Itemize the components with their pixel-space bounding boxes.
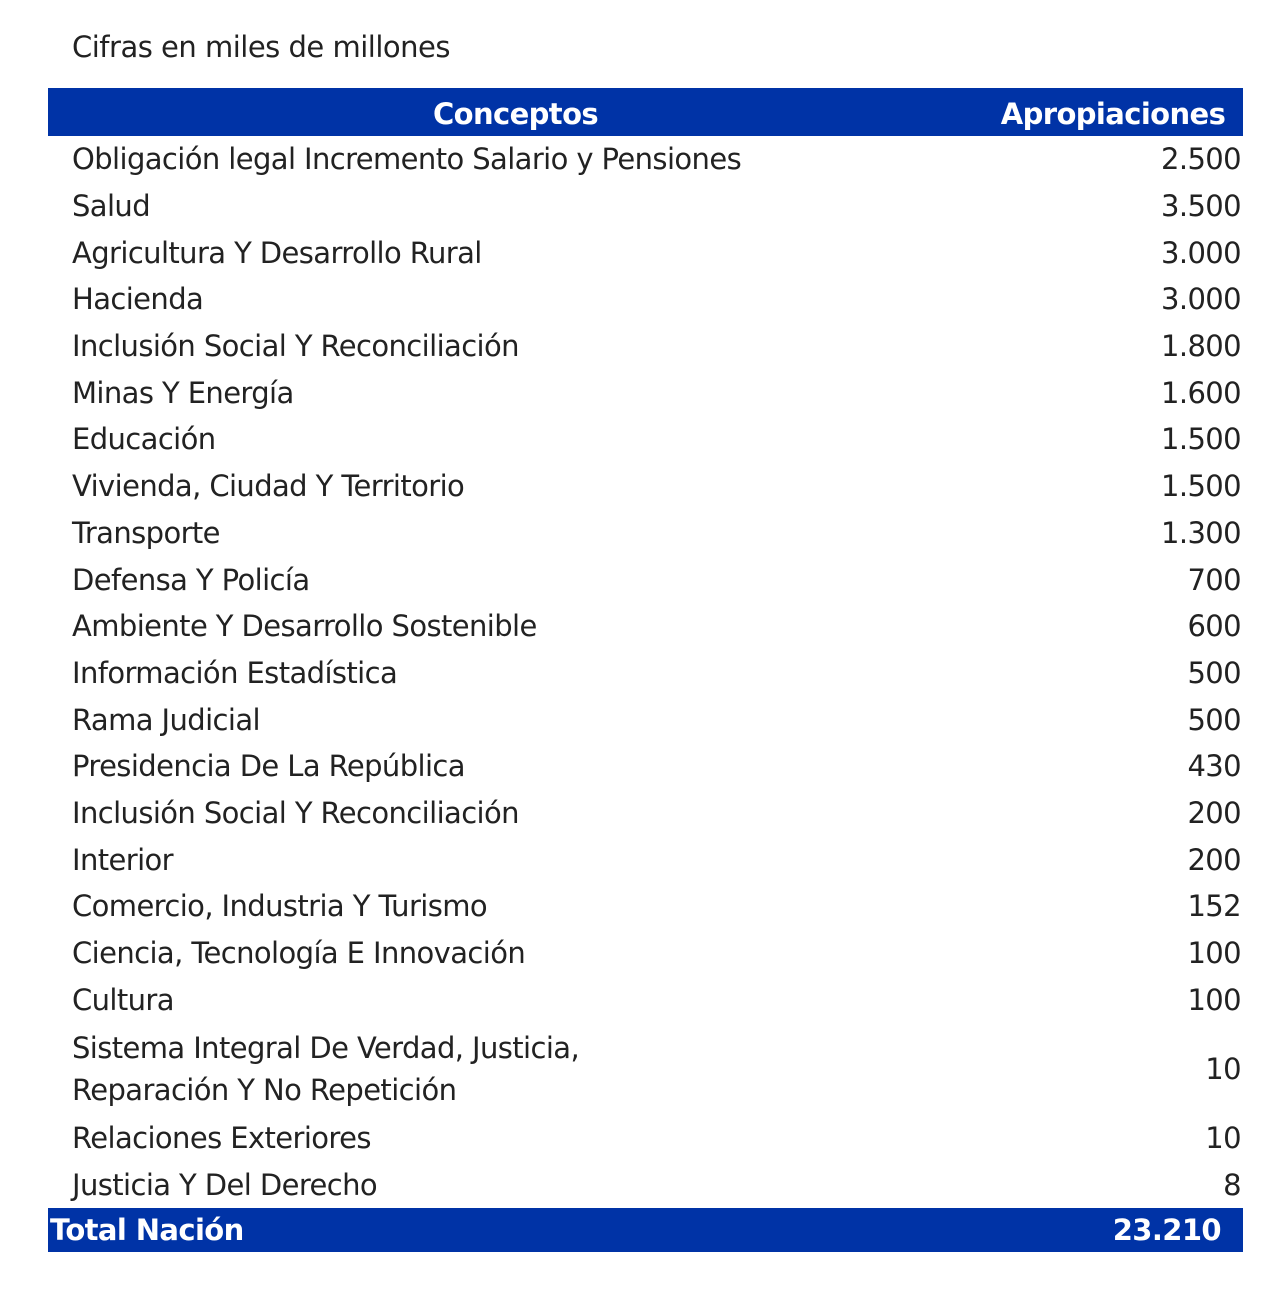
- row-concept: Hacienda: [72, 282, 204, 317]
- row-amount: 8: [1223, 1168, 1241, 1203]
- row-amount: 1.500: [1160, 469, 1241, 504]
- row-amount: 200: [1187, 842, 1241, 877]
- row-concept: Interior: [72, 842, 173, 877]
- row-amount: 430: [1187, 749, 1241, 784]
- table-row: [48, 369, 1243, 416]
- row-amount: 700: [1187, 562, 1241, 597]
- row-concept: Salud: [72, 189, 151, 224]
- table-row: [48, 183, 1243, 230]
- row-amount: 1.300: [1160, 515, 1241, 550]
- row-concept: Cultura: [72, 982, 174, 1017]
- table-row: [48, 650, 1243, 697]
- table-row: [48, 1115, 1243, 1162]
- table-header-row: [48, 88, 1243, 136]
- row-concept-line: Sistema Integral De Verdad, Justicia,: [72, 1031, 580, 1066]
- total-label: Total Nación: [48, 1208, 983, 1252]
- row-concept: Información Estadística: [72, 655, 398, 690]
- table-row: [48, 790, 1243, 837]
- row-amount: 3.500: [1160, 189, 1241, 224]
- table-row: [48, 510, 1243, 557]
- header-concepts: Conceptos: [48, 88, 983, 136]
- table-row: [48, 836, 1243, 883]
- row-concept: Defensa Y Policía: [72, 562, 310, 597]
- row-concept: Vivienda, Ciudad Y Territorio: [72, 469, 465, 504]
- table-row: [48, 976, 1243, 1023]
- row-concept: Presidencia De La República: [72, 749, 465, 784]
- row-concept: Obligación legal Incremento Salario y Pensiones: [72, 142, 742, 177]
- table-row: [48, 136, 1243, 183]
- row-amount: 200: [1187, 795, 1241, 830]
- table-row: [48, 1023, 1243, 1115]
- table-row: [48, 463, 1243, 510]
- total-row: [48, 1208, 1243, 1252]
- table-row: [48, 323, 1243, 370]
- row-concept: Comercio, Industria Y Turismo: [72, 889, 488, 924]
- row-amount: 10: [1205, 1052, 1241, 1087]
- table-row: [48, 743, 1243, 790]
- row-concept: Agricultura Y Desarrollo Rural: [72, 235, 482, 270]
- table-row: [48, 696, 1243, 743]
- row-concept: Justicia Y Del Derecho: [72, 1168, 378, 1203]
- row-concept: Minas Y Energía: [72, 375, 294, 410]
- row-amount: 10: [1205, 1121, 1241, 1156]
- row-amount: 3.000: [1160, 282, 1241, 317]
- row-amount: 600: [1187, 609, 1241, 644]
- row-concept: Rama Judicial: [72, 702, 260, 737]
- header-appropriations: Apropiaciones: [983, 88, 1243, 136]
- row-concept: Inclusión Social Y Reconciliación: [72, 329, 519, 364]
- row-amount: 1.800: [1160, 329, 1241, 364]
- table-row: [48, 556, 1243, 603]
- row-amount: 3.000: [1160, 235, 1241, 270]
- table-row: [48, 416, 1243, 463]
- table-row: [48, 1162, 1243, 1209]
- row-concept: Transporte: [72, 515, 220, 550]
- row-concept-line: Reparación Y No Repetición: [72, 1073, 457, 1108]
- row-amount: 100: [1187, 936, 1241, 971]
- row-concept: Relaciones Exteriores: [72, 1121, 371, 1156]
- row-amount: 500: [1187, 655, 1241, 690]
- row-amount: 2.500: [1160, 142, 1241, 177]
- row-amount: 500: [1187, 702, 1241, 737]
- row-amount: 152: [1187, 889, 1241, 924]
- total-amount: 23.210: [983, 1208, 1243, 1252]
- row-concept: Ciencia, Tecnología E Innovación: [72, 936, 526, 971]
- table-row: [48, 276, 1243, 323]
- table-row: [48, 883, 1243, 930]
- row-concept: Inclusión Social Y Reconciliación: [72, 795, 519, 830]
- row-amount: 100: [1187, 982, 1241, 1017]
- table-row: [48, 930, 1243, 977]
- row-concept: Educación: [72, 422, 216, 457]
- row-amount: 1.600: [1160, 375, 1241, 410]
- row-concept: Ambiente Y Desarrollo Sostenible: [72, 609, 537, 644]
- row-concept: [48, 1023, 983, 1115]
- table-row: [48, 229, 1243, 276]
- row-amount: 1.500: [1160, 422, 1241, 457]
- appropriations-table: [48, 88, 1243, 1252]
- table-row: [48, 603, 1243, 650]
- table-caption: Cifras en miles de millones: [72, 30, 450, 64]
